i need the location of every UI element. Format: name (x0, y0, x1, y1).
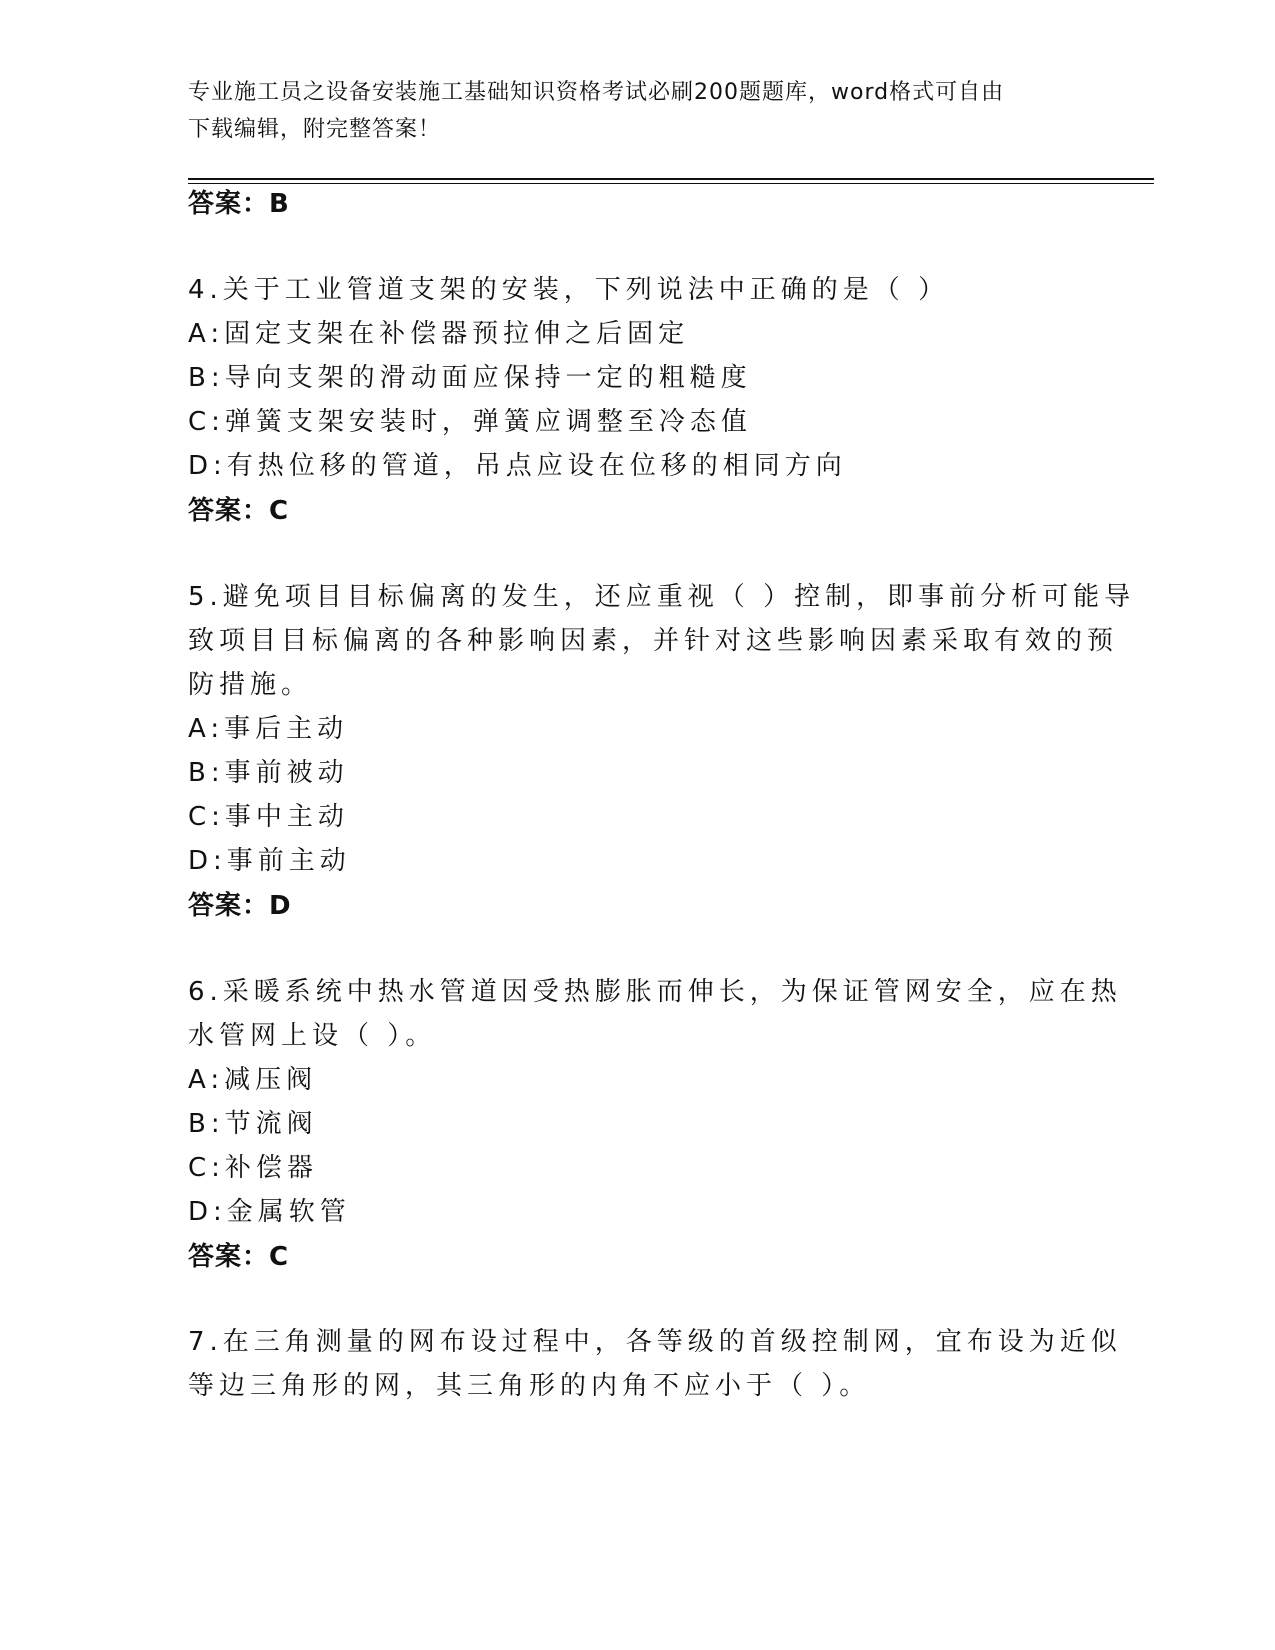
question-5-option-c: C:事中主动 (188, 802, 349, 832)
question-6-option-b: B:节流阀 (188, 1109, 318, 1139)
document-header (188, 74, 1088, 148)
question-5-option-a: A:事后主动 (188, 714, 349, 744)
question-4-option-d: D:有热位移的管道，吊点应设在位移的相同方向 (188, 451, 847, 481)
header-rule-thick (188, 178, 1154, 180)
answer-q4: 答案：C (188, 496, 290, 526)
question-5-option-d: D:事前主动 (188, 846, 351, 876)
header-line-1: 专业施工员之设备安装施工基础知识资格考试必刷200题题库，word格式可自由 (188, 80, 1005, 105)
answer-q5: 答案：D (188, 891, 292, 921)
header-rule-thin (188, 183, 1154, 184)
question-6-stem-line-1: 6.采暖系统中热水管道因受热膨胀而伸长，为保证管网安全，应在热 (188, 977, 1122, 1007)
question-4-stem: 4.关于工业管道支架的安装，下列说法中正确的是（ ） (188, 275, 950, 305)
answer-q6: 答案：C (188, 1242, 290, 1272)
question-6-option-a: A:减压阀 (188, 1065, 318, 1095)
question-6-option-c: C:补偿器 (188, 1153, 318, 1183)
question-6-stem-line-2: 水管网上设（ ）。 (188, 1021, 437, 1051)
question-6-option-d: D:金属软管 (188, 1197, 351, 1227)
question-4-option-b: B:导向支架的滑动面应保持一定的粗糙度 (188, 363, 752, 393)
question-4-option-c: C:弹簧支架安装时，弹簧应调整至冷态值 (188, 407, 752, 437)
question-7-stem-line-1: 7.在三角测量的网布设过程中，各等级的首级控制网，宜布设为近似 (188, 1327, 1122, 1357)
question-5-stem-line-2: 致项目目标偏离的各种影响因素，并针对这些影响因素采取有效的预 (188, 626, 1119, 656)
question-5-option-b: B:事前被动 (188, 758, 349, 788)
question-7-stem-line-2: 等边三角形的网，其三角形的内角不应小于（ ）。 (188, 1371, 871, 1401)
header-line-2: 下载编辑，附完整答案！ (188, 117, 442, 142)
question-4-option-a: A:固定支架在补偿器预拉伸之后固定 (188, 319, 690, 349)
answer-q3: 答案：B (188, 189, 290, 219)
question-5-stem-line-3: 防措施。 (188, 670, 313, 700)
question-5-stem-line-1: 5.避免项目目标偏离的发生，还应重视（ ）控制，即事前分析可能导 (188, 582, 1136, 612)
